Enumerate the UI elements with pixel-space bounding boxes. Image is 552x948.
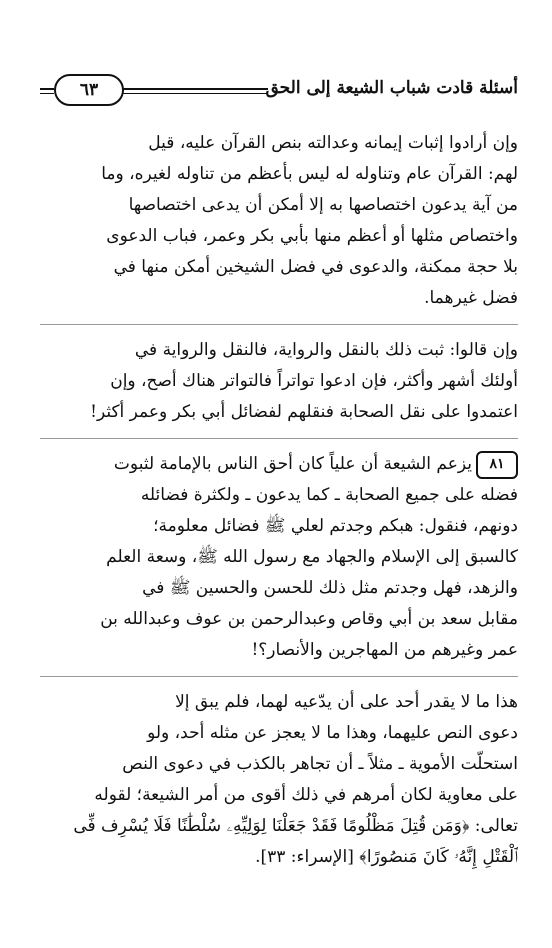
text-line: من آية يدعون اختصاصها به إلا أمكن أن يدعى اختصاصها bbox=[128, 195, 518, 215]
running-title: أسئلة قادت شباب الشيعة إلى الحق bbox=[265, 78, 518, 98]
text-line: مقابل سعد بن أبي وقاص وعبدالرحمن بن عوف وعبدالله بن bbox=[100, 609, 518, 629]
text-line: أولئك أشهر وأكثر، فإن ادعوا تواتراً فالتواتر هناك أصح، وإن bbox=[110, 371, 518, 391]
text-line: على معاوية لكان أمرهم في ذلك أقوى من أمر الشيعة؛ لقوله bbox=[94, 785, 518, 805]
question-number-badge: ٨١ bbox=[476, 451, 518, 479]
paragraph-divider bbox=[40, 676, 518, 677]
header-rule bbox=[122, 88, 268, 94]
page-header bbox=[40, 72, 518, 112]
header-rule-end bbox=[40, 88, 54, 94]
text-line: وإن أرادوا إثبات إيمانه وعدالته بنص القرآن عليه، قيل bbox=[148, 133, 518, 153]
text-line-content: يزعم الشيعة أن علياً كان أحق الناس بالإمامة لثبوت bbox=[113, 454, 472, 474]
paragraph-divider bbox=[40, 324, 518, 325]
text-line: كالسبق إلى الإسلام والجهاد مع رسول الله ﷺ، وسعة العلم bbox=[106, 547, 518, 567]
text-line: لهم: القرآن عام وتناوله له ليس بأعظم من تناوله لغيره، وما bbox=[101, 164, 518, 184]
page-number: ٦٣ bbox=[79, 80, 99, 100]
text-line: استحلّت الأموية ـ مثلاً ـ أن تجاهر بالكذب في دعوى النص bbox=[122, 754, 518, 774]
text-line: تعالى: ﴿وَمَن قُتِلَ مَظْلُومًا فَقَدْ جَعَلْنَا لِوَلِيِّهِۦ سُلْطَٰنًا فَلَا يُسْرِف فِّى bbox=[73, 816, 518, 836]
text-line: فضل غيرهما. bbox=[424, 288, 518, 308]
text-line: واختصاص مثلها أو أعظم منها بأبي بكر وعمر، فباب الدعوى bbox=[106, 226, 518, 246]
text-line: وإن قالوا: ثبت ذلك بالنقل والرواية، فالنقل والرواية في bbox=[134, 340, 518, 360]
text-line: دعوى النص عليهما، وهذا ما لا يعجز عن مثله أحد، ولو bbox=[147, 723, 518, 743]
paragraph bbox=[40, 128, 518, 314]
text-line: والزهد، فهل وجدتم مثل ذلك للحسن والحسين ﷺ في bbox=[142, 578, 518, 598]
paragraph bbox=[40, 687, 518, 873]
text-line: دونهم، فنقول: هبكم وجدتم لعلي ﷺ فضائل معلومة؛ bbox=[153, 516, 518, 536]
paragraph-divider bbox=[40, 438, 518, 439]
text-line: عمر وغيرهم من المهاجرين والأنصار؟! bbox=[251, 640, 518, 660]
text-line: بلا حجة ممكنة، والدعوى في فضل الشيخين أمكن منها في bbox=[113, 257, 518, 277]
text-line: فضله على جميع الصحابة ـ كما يدعون ـ ولكثرة فضائله bbox=[140, 485, 518, 505]
text-line: هذا ما لا يقدر أحد على أن يدّعيه لهما، فلم يبق إلا bbox=[175, 692, 518, 712]
text-line: اعتمدوا على نقل الصحابة فنقلهم لفضائل أبي بكر وعمر أكثر! bbox=[90, 402, 518, 422]
page-body bbox=[40, 128, 518, 883]
question-paragraph bbox=[40, 449, 518, 666]
text-line bbox=[40, 449, 518, 480]
paragraph bbox=[40, 335, 518, 428]
text-line: ٱلْقَتْلِ إِنَّهُۥ كَانَ مَنصُورًا﴾ [الإسراء: ٣٣]. bbox=[255, 847, 518, 867]
page-number-badge bbox=[54, 74, 124, 106]
